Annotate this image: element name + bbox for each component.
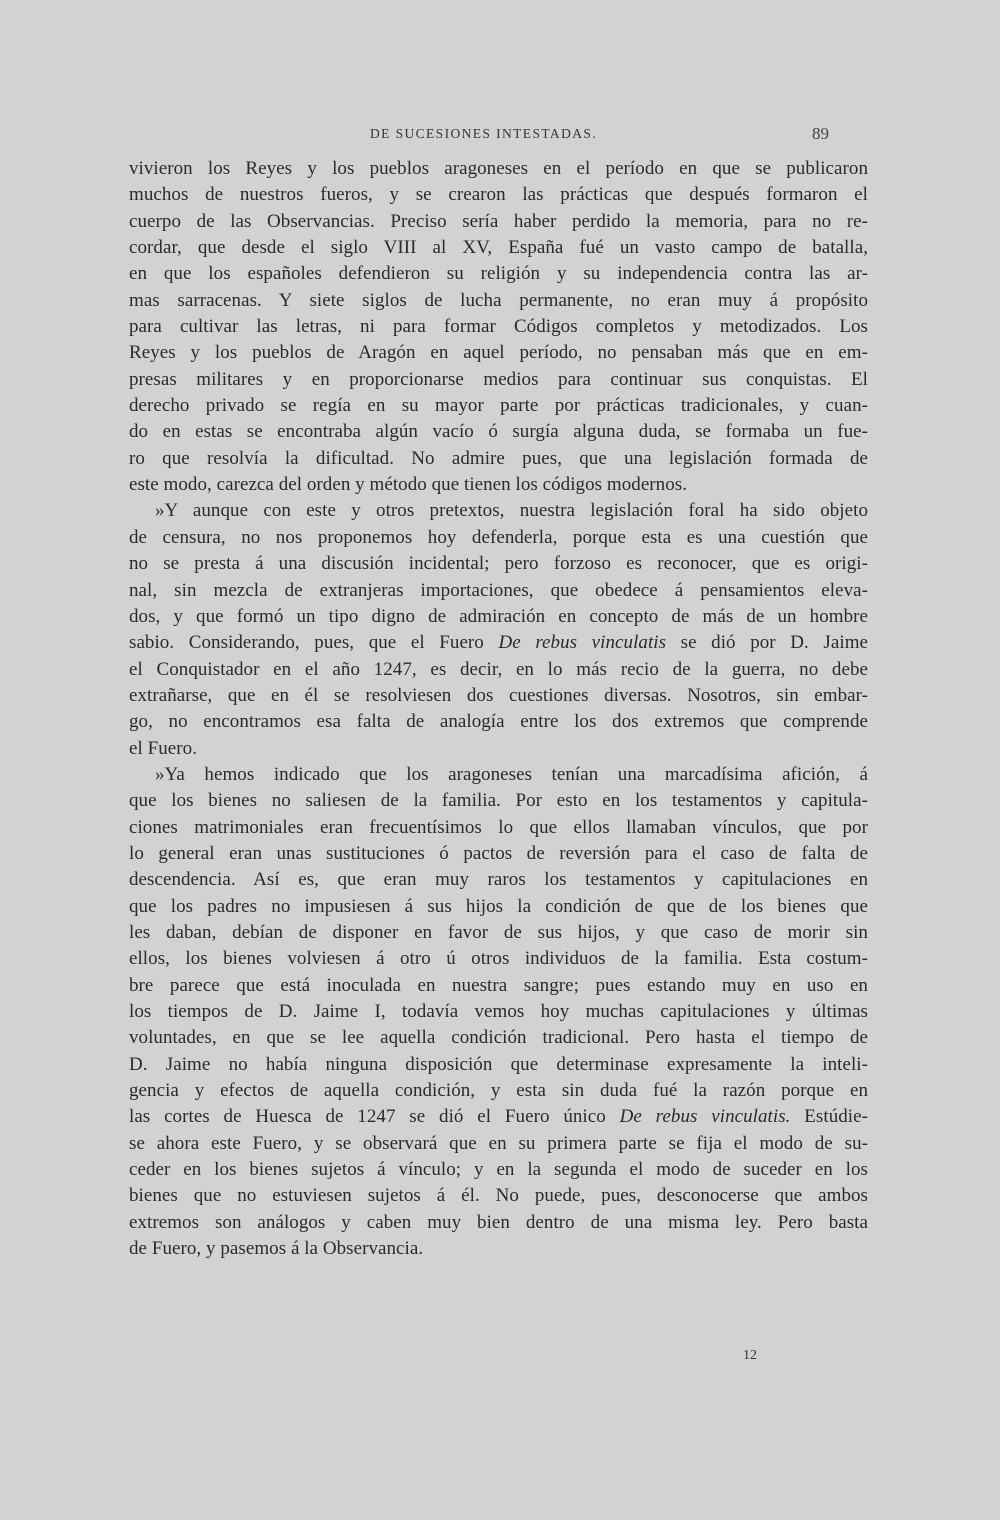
text-line: que los bienes no saliesen de la familia. Por esto en los testamentos y capitula- [129, 790, 868, 812]
text-line: »Ya hemos indicado que los aragoneses tenían una marcadísima afición, á [155, 763, 868, 785]
text-line: »Y aunque con este y otros pretextos, nuestra legislación foral ha sido objeto [155, 500, 868, 522]
text-line: voluntades, en que se lee aquella condición tradicional. Pero hasta el tiempo de [129, 1027, 868, 1049]
text-line: Reyes y los pueblos de Aragón en aquel período, no pensaban más que en em- [129, 342, 868, 364]
text-line: los tiempos de D. Jaime I, todavía vemos hoy muchas capitulaciones y últimas [129, 1001, 868, 1022]
text-line: extrañarse, que en él se resolviesen dos cuestiones diversas. Nosotros, sin embar- [129, 684, 868, 706]
text-line: descendencia. Así es, que eran muy raros los testamentos y capitulaciones en [129, 869, 868, 891]
text-line: do en estas se encontraba algún vacío ó surgía alguna duda, se formaba un fue- [129, 421, 868, 443]
text-line: cuerpo de las Observancias. Preciso sería haber perdido la memoria, para no re- [129, 210, 868, 232]
signature-mark: 12 [743, 1348, 757, 1363]
text-line: para cultivar las letras, ni para formar Códigos completos y metodizados. Los [129, 316, 868, 338]
text-segment: Estúdie- [790, 1106, 868, 1128]
text-line: ciones matrimoniales eran frecuentísimos lo que ellos llamaban vínculos, que por [129, 816, 868, 838]
text-line: vivieron los Reyes y los pueblos aragoneses en el período en que se publicaron [129, 158, 868, 179]
text-segment: sabio. Considerando, pues, que el Fuero [129, 632, 499, 654]
text-line: no se presta á una discusión incidental; pero forzoso es reconocer, que es origi- [129, 553, 868, 575]
text-line: go, no encontramos esa falta de analogía entre los dos extremos que comprende [129, 711, 868, 733]
text-line: gencia y efectos de aquella condición, y esta sin duda fué la razón porque en [129, 1080, 868, 1102]
page-number: 89 [812, 124, 829, 143]
text-line-with-italic [129, 1104, 868, 1130]
text-line: cordar, que desde el siglo VIII al XV, España fué un vasto campo de batalla, [129, 237, 868, 259]
text-line: ro que resolvía la dificultad. No admire pues, que una legislación formada de [129, 447, 868, 469]
text-line: bienes que no estuviesen sujetos á él. No puede, pues, desconocerse que ambos [129, 1185, 868, 1207]
italic-title: De rebus vinculatis [498, 632, 667, 654]
text-line: presas militares y en proporcionarse medios para continuar sus conquistas. El [129, 368, 868, 390]
text-line: ellos, los bienes volviesen á otro ú otros individuos de la familia. Esta costum- [129, 948, 868, 970]
text-line: mas sarracenas. Y siete siglos de lucha permanente, no eran muy á propósito [129, 289, 868, 311]
text-line: de censura, no nos proponemos hoy defenderla, porque esta es una cuestión que [129, 526, 868, 548]
text-line: el Fuero. [129, 737, 197, 759]
text-line: nal, sin mezcla de extranjeras importaciones, que obedece á pensamientos eleva- [129, 579, 868, 601]
running-head [0, 126, 1000, 150]
text-line: que los padres no impusiesen á sus hijos la condición de que de los bienes que [129, 895, 868, 917]
text-line: en que los españoles defendieron su religión y su independencia contra las ar- [129, 263, 868, 285]
text-segment: se dió por D. Jaime [666, 632, 869, 654]
text-line: el Conquistador en el año 1247, es decir, en lo más recio de la guerra, no debe [129, 658, 868, 680]
text-line: bre parece que está inoculada en nuestra sangre; pues estando muy en uso en [129, 974, 868, 996]
text-line: se ahora este Fuero, y se observará que en su primera parte se fija el modo de su- [129, 1132, 868, 1154]
text-line: extremos son análogos y caben muy bien dentro de una misma ley. Pero basta [129, 1211, 868, 1233]
text-line: les daban, debían de disponer en favor de sus hijos, y que caso de morir sin [129, 921, 868, 943]
text-line-with-italic [129, 630, 868, 656]
text-line: D. Jaime no había ninguna disposición que determinase expresamente la inteli- [129, 1053, 868, 1075]
text-line: ceder en los bienes sujetos á vínculo; y en la segunda el modo de suceder en los [129, 1159, 868, 1181]
body-text [129, 156, 868, 1262]
italic-title: De rebus vinculatis. [619, 1106, 791, 1128]
text-line: de Fuero, y pasemos á la Observancia. [129, 1238, 424, 1260]
text-line: dos, y que formó un tipo digno de admiración en concepto de más de un hombre [129, 605, 868, 627]
text-line: este modo, carezca del orden y método que tienen los códigos modernos. [129, 474, 688, 496]
text-line: muchos de nuestros fueros, y se crearon las prácticas que después formaron el [129, 184, 868, 206]
text-line: lo general eran unas sustituciones ó pactos de reversión para el caso de falta de [129, 842, 868, 864]
text-segment: las cortes de Huesca de 1247 se dió el Fuero único [129, 1106, 620, 1128]
text-line: derecho privado se regía en su mayor parte por prácticas tradicionales, y cuan- [129, 395, 868, 417]
running-title: DE SUCESIONES INTESTADAS. [370, 126, 598, 141]
